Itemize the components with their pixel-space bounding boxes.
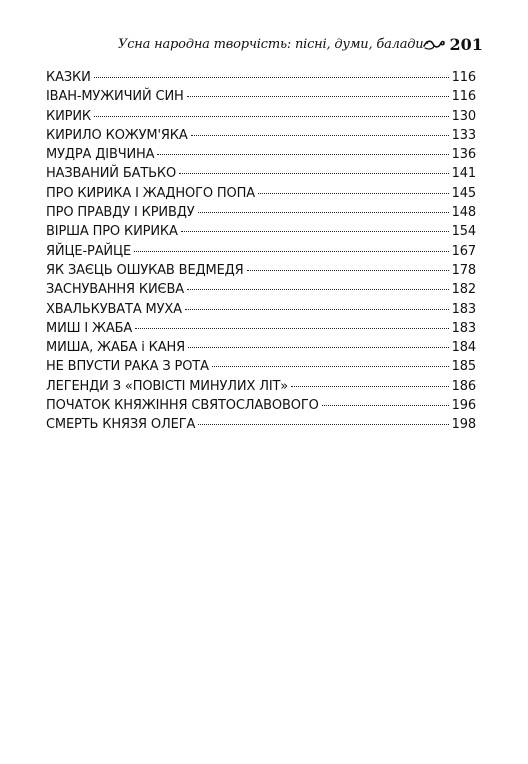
toc-entry-page: 154 [451,224,476,240]
toc-entry-title: КИРИЛО КОЖУМ'ЯКА [46,127,188,143]
toc-entry-page: 185 [451,359,476,375]
toc-entry-page: 182 [451,282,476,298]
toc-entry-page: 116 [451,89,476,105]
toc-entry-title: МИШ І ЖАБА [46,320,133,336]
toc-entry-page: 186 [451,378,476,394]
toc-entry-title: ВІРША ПРО КИРИКА [46,224,178,240]
toc-dot-leader [181,231,449,232]
toc-entry-title: КАЗКИ [46,70,91,85]
toc-dot-leader [191,135,449,136]
toc-dot-leader [94,77,449,78]
toc-entry-title: МУДРА ДІВЧИНА [46,147,155,163]
toc-dot-leader [185,309,449,310]
toc-entry [46,357,476,376]
toc-entry-title: СМЕРТЬ КНЯЗЯ ОЛЕГА [46,417,196,433]
toc-dot-leader [322,405,449,406]
toc-entry-title: НАЗВАНИЙ БАТЬКО [46,166,177,182]
toc-entry-title: ЛЕГЕНДИ З «ПОВІСТІ МИНУЛИХ ЛІТ» [46,378,289,394]
toc-entry-title: ПРО ПРАВДУ І КРИВДУ [46,205,195,221]
toc-entry-page: 178 [451,262,476,278]
toc-entry-title: ХВАЛЬКУВАТА МУХА [46,301,182,317]
toc-entry [46,222,476,241]
toc-entry [46,261,476,280]
toc-dot-leader [187,289,449,290]
toc-entry-title: ПОЧАТОК КНЯЖІННЯ СВЯТОСЛАВОВОГО [46,398,319,414]
toc-entry-page: 167 [451,243,476,259]
toc-entry-title: ЯК ЗАЄЦЬ ОШУКАВ ВЕДМЕДЯ [46,262,244,278]
toc-dot-leader [291,386,449,387]
toc-entry [46,242,476,261]
toc-dot-leader [135,328,448,329]
toc-entry [46,319,476,338]
toc-dot-leader [198,212,449,213]
header-page-marker [423,35,482,54]
toc-entry-title: ПРО КИРИКА І ЖАДНОГО ПОПА [46,185,255,201]
running-header [118,34,483,54]
toc-entry-page: 141 [451,166,476,182]
toc-dot-leader [212,366,449,367]
toc-entry [46,338,476,357]
toc-entry-page: 183 [451,320,476,336]
toc-entry [46,164,476,183]
toc-entry [46,126,476,145]
toc-entry [46,203,476,222]
toc-entry-page: 145 [451,185,476,201]
toc-entry-page: 184 [451,340,476,356]
toc-entry-title: ІВАН-МУЖИЧИЙ СИН [46,89,184,105]
toc-entry [46,107,476,126]
toc-entry-page: 136 [451,147,476,163]
toc-entry [46,145,476,164]
header-title: Усна народна творчість: пісні, думи, балади [118,36,424,52]
toc-entry [46,87,476,106]
toc-dot-leader [187,96,449,97]
toc-entry-title: ЯЙЦЕ-РАЙЦЕ [46,243,132,259]
toc-entry-page: 198 [451,417,476,433]
toc-entry [46,396,476,415]
toc-dot-leader [94,116,449,117]
table-of-contents [46,68,476,435]
toc-dot-leader [134,251,449,252]
toc-dot-leader [188,347,449,348]
toc-entry-page: 196 [451,398,476,414]
toc-dot-leader [198,424,448,425]
toc-entry-page: 130 [451,108,476,124]
toc-entry-page: 133 [451,127,476,143]
toc-dot-leader [247,270,449,271]
toc-dot-leader [258,193,449,194]
toc-entry [46,377,476,396]
toc-dot-leader [157,154,448,155]
toc-entry [46,68,476,87]
toc-entry [46,184,476,203]
toc-entry-page: 183 [451,301,476,317]
toc-entry-page: 116 [451,70,476,85]
toc-entry-title: НЕ ВПУСТИ РАКА З РОТА [46,359,209,375]
toc-entry [46,280,476,299]
toc-entry-title: КИРИК [46,108,91,124]
toc-dot-leader [179,173,449,174]
toc-entry-title: ЗАСНУВАННЯ КИЄВА [46,282,184,298]
toc-entry [46,300,476,319]
toc-entry-title: МИША, ЖАБА і КАНЯ [46,340,185,356]
toc-entry [46,415,476,434]
toc-entry-page: 148 [451,205,476,221]
page-number: 201 [449,34,483,54]
fleuron-icon [423,37,445,51]
